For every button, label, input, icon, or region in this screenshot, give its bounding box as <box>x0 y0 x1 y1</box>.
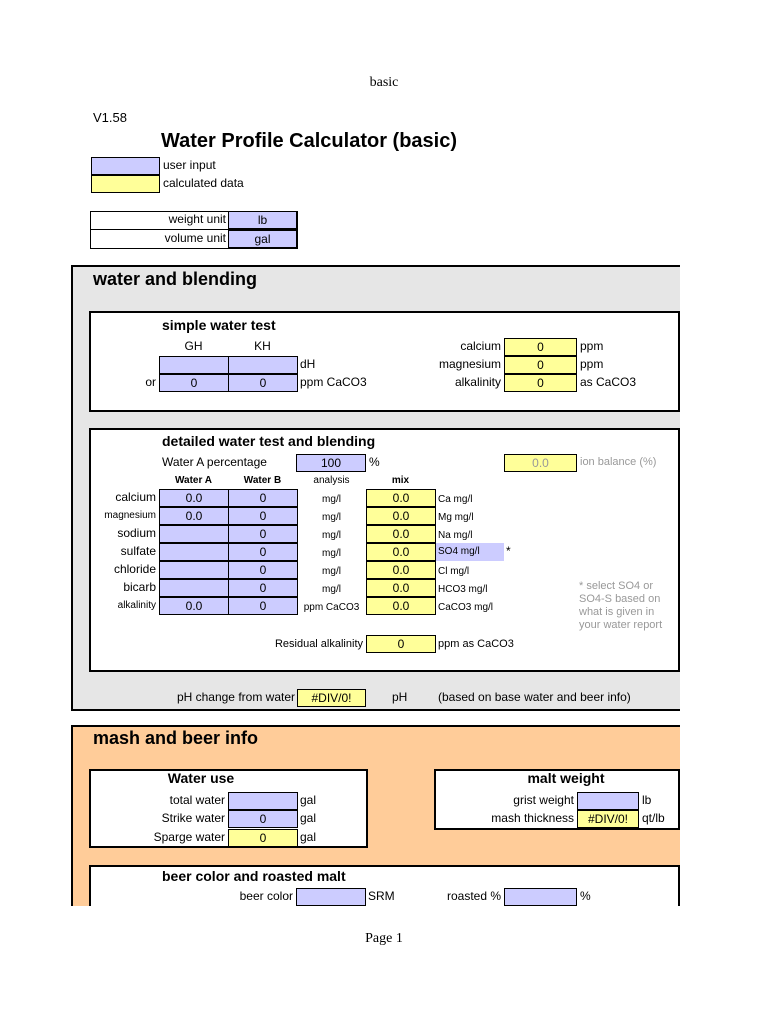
mix-sodium-value: 0.0 <box>366 525 436 543</box>
water-b-header: Water B <box>243 475 282 486</box>
mash-thickness-unit: qt/lb <box>642 811 665 825</box>
volume-unit-label: volume unit <box>164 231 226 245</box>
simple-alkalinity-unit: as CaCO3 <box>580 375 637 389</box>
page-number: Page 1 <box>365 931 403 946</box>
analysis-sodium: mg/l <box>322 530 341 541</box>
note-line: what is given in <box>579 606 655 618</box>
water-blending-title: water and blending <box>93 269 258 289</box>
residual-alkalinity-unit: ppm as CaCO3 <box>438 638 514 650</box>
water-a-sodium-input[interactable] <box>159 525 229 543</box>
mix-alkalinity-value: 0.0 <box>366 597 436 615</box>
page-title: Water Profile Calculator (basic) <box>161 130 457 152</box>
ph-change-note: (based on base water and beer info) <box>438 690 631 704</box>
dh-unit: dH <box>300 357 316 371</box>
strike-water-unit: gal <box>300 811 317 825</box>
kh-dh-input[interactable] <box>228 356 298 374</box>
water-a-sulfate-input[interactable] <box>159 543 229 561</box>
residual-alkalinity-label: Residual alkalinity <box>274 638 363 650</box>
total-water-input[interactable] <box>228 792 298 810</box>
water-a-percentage-unit: % <box>369 455 380 469</box>
simple-alkalinity-label: alkalinity <box>454 375 501 389</box>
roasted-unit: % <box>580 889 591 903</box>
ion-balance-value: 0.0 <box>504 454 577 472</box>
legend-calculated-swatch <box>91 175 160 193</box>
water-a-percentage-input[interactable]: 100 <box>296 454 366 472</box>
water-b-sodium-input[interactable]: 0 <box>228 525 298 543</box>
kh-ppm-input[interactable]: 0 <box>228 374 298 392</box>
sparge-water-label: Sparge water <box>153 830 225 844</box>
mix-unit-calcium: Ca mg/l <box>438 494 473 505</box>
mash-thickness-label: mash thickness <box>491 811 574 825</box>
mix-unit-chloride: Cl mg/l <box>438 566 470 577</box>
row-label-magnesium: magnesium <box>104 510 156 521</box>
weight-unit-label: weight unit <box>168 212 226 226</box>
total-water-label: total water <box>169 793 225 807</box>
detailed-water-test-title: detailed water test and blending <box>162 433 376 449</box>
legend-input-label: user input <box>163 158 216 172</box>
analysis-alkalinity: ppm CaCO3 <box>303 602 360 613</box>
ph-change-label: pH change from water <box>176 690 295 704</box>
note-line: SO4-S based on <box>579 593 661 605</box>
simple-calcium-unit: ppm <box>580 339 604 353</box>
mix-sulfate-value: 0.0 <box>366 543 436 561</box>
row-label-bicarb: bicarb <box>123 580 156 594</box>
strike-water-input[interactable]: 0 <box>228 810 298 828</box>
ph-change-value: #DIV/0! <box>297 689 366 707</box>
ph-change-unit: pH <box>392 690 408 704</box>
beer-color-input[interactable] <box>296 888 366 906</box>
mix-unit-sodium: Na mg/l <box>438 530 473 541</box>
mix-unit-select-sulfate[interactable]: SO4 mg/l <box>436 543 504 561</box>
total-water-unit: gal <box>300 793 317 807</box>
ppm-caco3-unit: ppm CaCO3 <box>300 375 367 389</box>
or-label: or <box>145 375 156 389</box>
row-label-sulfate: sulfate <box>120 544 156 558</box>
legend-input-swatch <box>91 157 160 175</box>
water-a-chloride-input[interactable] <box>159 561 229 579</box>
ion-balance-label: ion balance (%) <box>580 456 657 468</box>
water-b-chloride-input[interactable]: 0 <box>228 561 298 579</box>
water-b-alkalinity-input[interactable]: 0 <box>228 597 298 615</box>
water-a-calcium-input[interactable]: 0.0 <box>159 489 229 507</box>
water-a-bicarb-input[interactable] <box>159 579 229 597</box>
sheet-name: basic <box>369 75 399 90</box>
weight-unit-field[interactable]: lb <box>228 211 297 229</box>
mix-unit-bicarb: HCO3 mg/l <box>438 584 488 595</box>
sparge-water-unit: gal <box>300 830 317 844</box>
malt-weight-title: malt weight <box>527 770 605 786</box>
gh-ppm-input[interactable]: 0 <box>159 374 229 392</box>
beer-color-title: beer color and roasted malt <box>162 868 346 884</box>
roasted-label: roasted % <box>446 889 501 903</box>
water-b-sulfate-input[interactable]: 0 <box>228 543 298 561</box>
grist-weight-input[interactable] <box>577 792 639 810</box>
sparge-water-value: 0 <box>228 829 298 847</box>
simple-magnesium-label: magnesium <box>438 357 501 371</box>
beer-color-unit: SRM <box>368 889 395 903</box>
sulfate-note <box>579 580 662 632</box>
mix-unit-magnesium: Mg mg/l <box>438 512 474 523</box>
water-a-header: Water A <box>174 475 213 486</box>
analysis-chloride: mg/l <box>322 566 341 577</box>
gh-dh-input[interactable] <box>159 356 229 374</box>
legend-calculated-label: calculated data <box>163 176 244 190</box>
analysis-header: analysis <box>313 475 350 486</box>
water-b-magnesium-input[interactable]: 0 <box>228 507 298 525</box>
water-a-percentage-label: Water A percentage <box>162 455 267 469</box>
simple-magnesium-value: 0 <box>504 356 577 374</box>
mix-magnesium-value: 0.0 <box>366 507 436 525</box>
sulfate-star: * <box>506 544 511 558</box>
row-label-sodium: sodium <box>117 526 156 540</box>
mash-thickness-value: #DIV/0! <box>577 810 639 828</box>
analysis-calcium: mg/l <box>322 494 341 505</box>
simple-magnesium-unit: ppm <box>580 357 604 371</box>
water-a-magnesium-input[interactable]: 0.0 <box>159 507 229 525</box>
mix-bicarb-value: 0.0 <box>366 579 436 597</box>
water-b-calcium-input[interactable]: 0 <box>228 489 298 507</box>
analysis-bicarb: mg/l <box>322 584 341 595</box>
grist-weight-unit: lb <box>642 793 652 807</box>
mix-unit-alkalinity: CaCO3 mg/l <box>438 602 494 613</box>
water-b-bicarb-input[interactable]: 0 <box>228 579 298 597</box>
simple-water-test-title: simple water test <box>162 317 276 333</box>
volume-unit-field[interactable]: gal <box>228 230 297 248</box>
row-label-chloride: chloride <box>113 562 156 576</box>
residual-alkalinity-value: 0 <box>366 635 436 653</box>
note-line: your water report <box>579 619 663 631</box>
version-label: V1.58 <box>93 110 127 125</box>
mix-chloride-value: 0.0 <box>366 561 436 579</box>
mash-beer-title: mash and beer info <box>93 728 259 748</box>
simple-calcium-label: calcium <box>460 339 501 353</box>
simple-alkalinity-value: 0 <box>504 374 577 392</box>
mix-header: mix <box>391 475 410 486</box>
roasted-input[interactable] <box>504 888 577 906</box>
analysis-magnesium: mg/l <box>322 512 341 523</box>
grist-weight-label: grist weight <box>513 793 574 807</box>
analysis-sulfate: mg/l <box>322 548 341 559</box>
water-a-alkalinity-input[interactable]: 0.0 <box>159 597 229 615</box>
strike-water-label: Strike water <box>161 811 225 825</box>
mix-calcium-value: 0.0 <box>366 489 436 507</box>
row-label-alkalinity: alkalinity <box>117 600 156 611</box>
simple-calcium-value: 0 <box>504 338 577 356</box>
gh-header: GH <box>184 339 203 353</box>
water-use-title: Water use <box>167 770 235 786</box>
kh-header: KH <box>254 339 271 353</box>
row-label-calcium: calcium <box>115 490 156 504</box>
note-line: * select SO4 or <box>579 580 653 592</box>
beer-color-label: beer color <box>239 889 293 903</box>
